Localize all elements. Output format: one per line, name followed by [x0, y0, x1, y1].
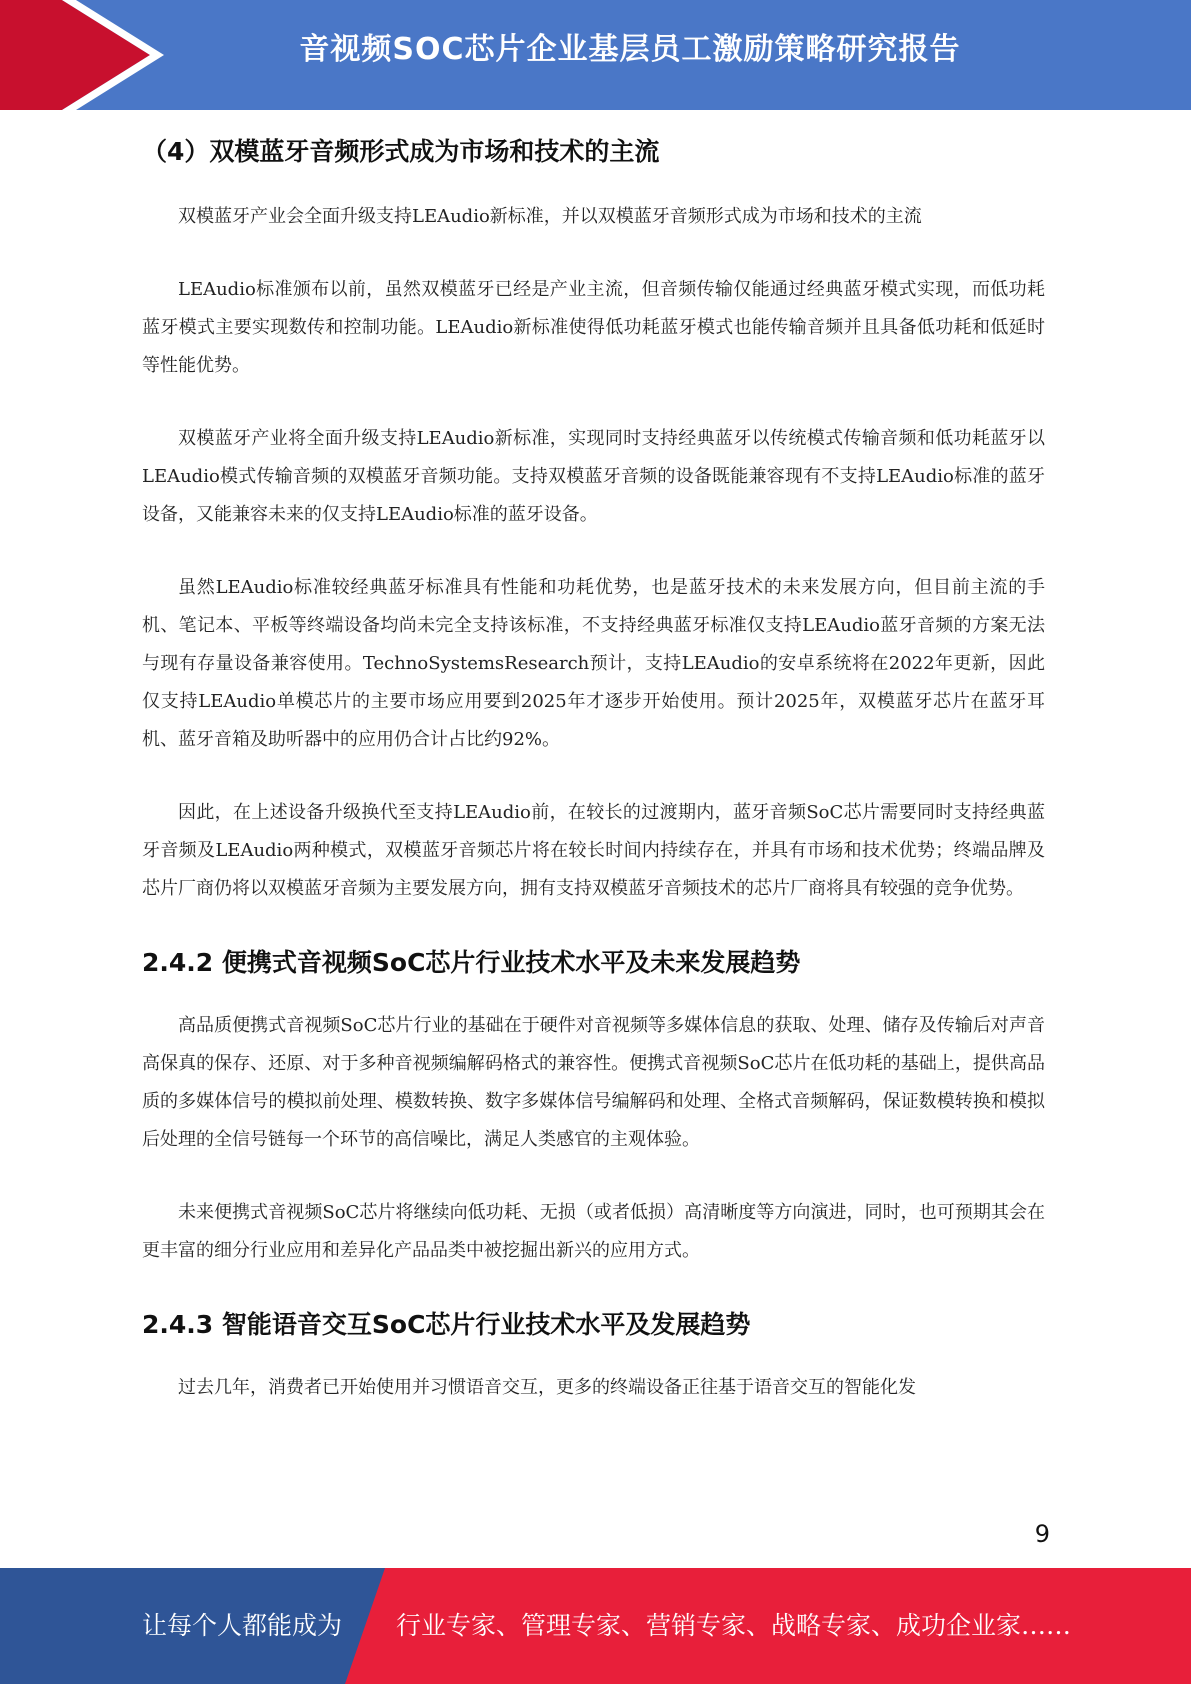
section-heading-2-4-2: 2.4.2 便携式音视频SoC芯片行业技术水平及未来发展趋势: [142, 948, 801, 977]
paragraph: 高品质便携式音视频SoC芯片行业的基础在于硬件对音视频等多媒体信息的获取、处理、储存及传输后对声音高保真的保存、还原、对于多种音视频编解码格式的兼容性。便携式音视频SoC芯片在低功耗的基础上，提供高品质的多媒体信号的模拟前处理、模数转换、数字多媒体信号编解码和处理、全格式音频解码，保证数模转换和模拟后处理的全信号链每一个环节的高信噪比，满足人类感官的主观体验。: [142, 1015, 1045, 1150]
paragraph: 虽然LEAudio标准较经典蓝牙标准具有性能和功耗优势，也是蓝牙技术的未来发展方向，但目前主流的手机、笔记本、平板等终端设备均尚未完全支持该标准，不支持经典蓝牙标准仅支持LEAudio蓝牙音频的方案无法与现有存量设备兼容使用。TechnoSystemsResearch预计，支持LEAudio的安卓系统将在2022年更新，因此仅支持LEAudio单模芯片的主要市场应用要到2025年才逐步开始使用。预计2025年，双模蓝牙芯片在蓝牙耳机、蓝牙音箱及助听器中的应用仍合计占比约92%。: [142, 577, 1045, 750]
page-footer: [0, 1568, 1191, 1684]
page-number: 9: [1034, 1520, 1050, 1548]
report-title: 音视频SOC芯片企业基层员工激励策略研究报告: [299, 32, 961, 67]
footer-slogan-right: 行业专家、管理专家、营销专家、战略专家、成功企业家……: [396, 1611, 1072, 1640]
paragraph: LEAudio标准颁布以前，虽然双模蓝牙已经是产业主流，但音频传输仅能通过经典蓝牙模式实现，而低功耗蓝牙模式主要实现数传和控制功能。LEAudio新标准使得低功耗蓝牙模式也能传输音频并且具备低功耗和低延时等性能优势。: [142, 279, 1045, 376]
section-heading-2-4-3: 2.4.3 智能语音交互SoC芯片行业技术水平及发展趋势: [142, 1310, 751, 1339]
paragraph: 过去几年，消费者已开始使用并习惯语音交互，更多的终端设备正往基于语音交互的智能化发: [178, 1377, 916, 1398]
section-heading-4: （4）双模蓝牙音频形式成为市场和技术的主流: [142, 137, 660, 166]
page-header: [0, 0, 1191, 110]
paragraph: 双模蓝牙产业将全面升级支持LEAudio新标准，实现同时支持经典蓝牙以传统模式传输音频和低功耗蓝牙以LEAudio模式传输音频的双模蓝牙音频功能。支持双模蓝牙音频的设备既能兼容现有不支持LEAudio标准的蓝牙设备，又能兼容未来的仅支持LEAudio标准的蓝牙设备。: [142, 428, 1045, 525]
paragraph: 因此，在上述设备升级换代至支持LEAudio前，在较长的过渡期内，蓝牙音频SoC芯片需要同时支持经典蓝牙音频及LEAudio两种模式，双模蓝牙音频芯片将在较长时间内持续存在，并具有市场和技术优势；终端品牌及芯片厂商仍将以双模蓝牙音频为主要发展方向，拥有支持双模蓝牙音频技术的芯片厂商将具有较强的竞争优势。: [142, 802, 1045, 899]
paragraph: 双模蓝牙产业会全面升级支持LEAudio新标准，并以双模蓝牙音频形式成为市场和技术的主流: [178, 206, 922, 227]
main-content: [142, 120, 1045, 1442]
paragraph: 未来便携式音视频SoC芯片将继续向低功耗、无损（或者低损）高清晰度等方向演进，同时，也可预期其会在更丰富的细分行业应用和差异化产品品类中被挖掘出新兴的应用方式。: [142, 1202, 1045, 1261]
footer-slogan-left: 让每个人都能成为: [142, 1611, 343, 1640]
